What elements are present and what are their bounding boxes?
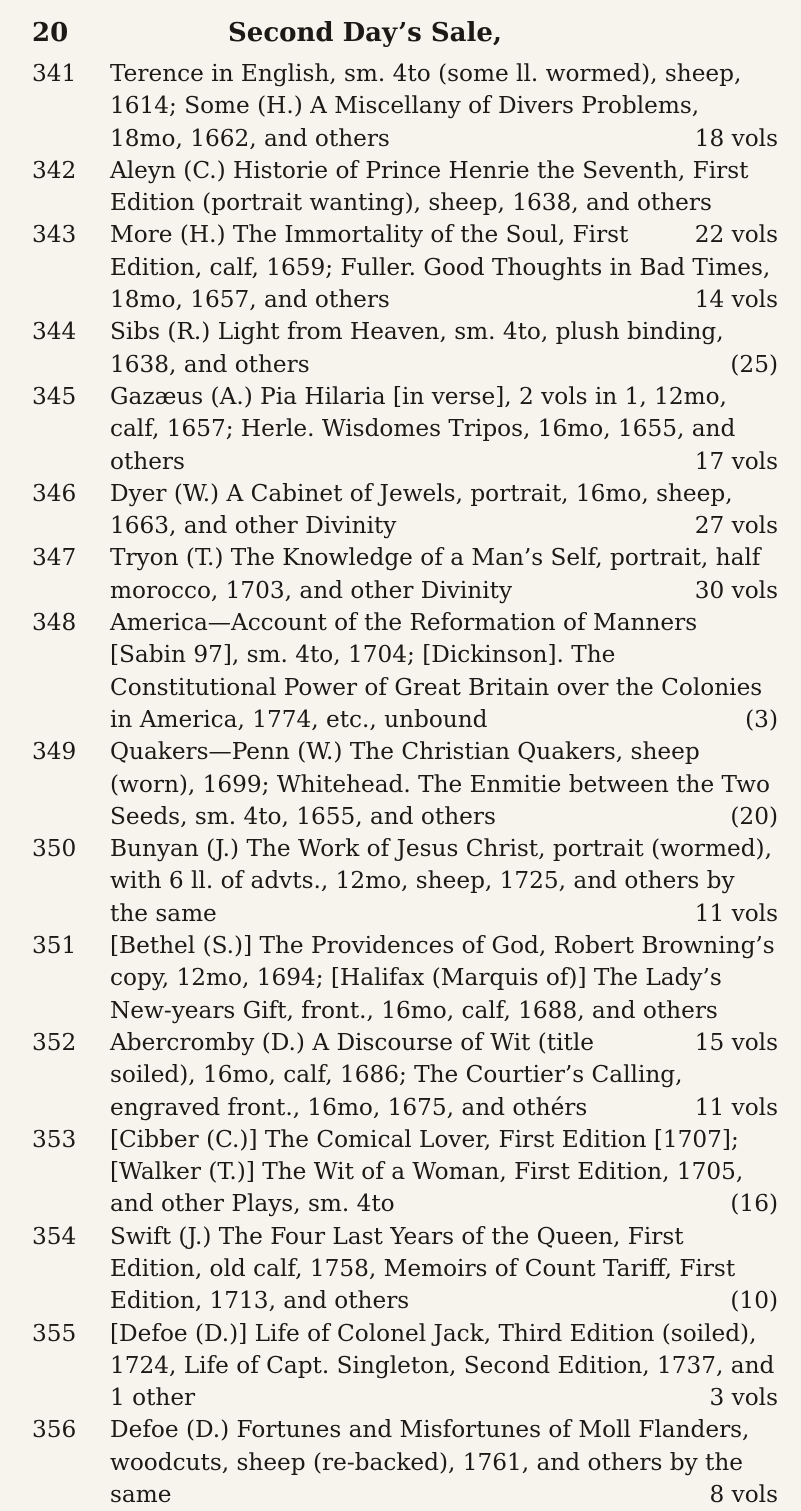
lot-description: [Bethel (S.)] The Providences of God, Robert Browning’s copy, 12mo, 1694; [Halifax (Marquis of)] The Lady’s New-years Gift, front., 16mo, calf, 1688, and others 15 vols [110, 930, 778, 1027]
lot-description: [Defoe (D.)] Life of Colonel Jack, Third Edition (soiled), 1724, Life of Capt. Singleton, Second Edition, 1737, and 1 other 3 vols [110, 1318, 778, 1415]
lot-description: More (H.) The Immortality of the Soul, First Edition, calf, 1659; Fuller. Good Thoughts in Bad Times, 18mo, 1657, and others 14 vols [110, 219, 778, 316]
lot-number: 355 [32, 1319, 77, 1347]
lot-description: Terence in English, sm. 4to (some ll. wormed), sheep, 1614; Some (H.) A Miscellany of Divers Problems, 18mo, 1662, and others 18 vols [110, 58, 778, 155]
lot-number: 346 [32, 479, 77, 507]
lot-number: 342 [32, 156, 77, 184]
lot-description: [Cibber (C.)] The Comical Lover, First Edition [1707]; [Walker (T.)] The Wit of a Woman, First Edition, 1705, and other Plays, sm. 4to (16) [110, 1124, 778, 1221]
lot-quantity: 8 vols [709, 1481, 778, 1509]
lot-number: 348 [32, 609, 77, 637]
lot-quantity: 18 vols [694, 124, 778, 152]
lot-quantity: 3 vols [709, 1384, 778, 1412]
lot-quantity: 30 vols [694, 576, 778, 604]
lot-quantity: (20) [730, 802, 778, 830]
lot-description: Bunyan (J.) The Work of Jesus Christ, portrait (wormed), with 6 ll. of advts., 12mo, sheep, 1725, and others by the same 11 vols [110, 833, 778, 930]
lot-entry [32, 1124, 778, 1221]
lot-description: Tryon (T.) The Knowledge of a Man’s Self, portrait, half morocco, 1703, and other Divinity 30 vols [110, 542, 778, 607]
lot-description: Abercromby (D.) A Discourse of Wit (title soiled), 16mo, calf, 1686; The Courtier’s Calling, engraved front., 16mo, 1675, and othérs 11 vols [110, 1027, 778, 1124]
lot-quantity: 22 vols [694, 221, 778, 249]
lot-entry [32, 219, 778, 316]
lot-quantity: 14 vols [694, 286, 778, 314]
lot-entry [32, 607, 778, 736]
lot-list [32, 58, 778, 1511]
lot-description: Defoe (D.) Fortunes and Misfortunes of Moll Flanders, woodcuts, sheep (re-backed), 1761, and others by the same 8 vols [110, 1414, 778, 1511]
lot-number: 349 [32, 738, 77, 766]
lot-number: 356 [32, 1416, 77, 1444]
lot-quantity: 27 vols [694, 512, 778, 540]
lot-entry [32, 736, 778, 833]
lot-number: 347 [32, 544, 77, 572]
lot-quantity: (25) [730, 350, 778, 378]
lot-description: Quakers—Penn (W.) The Christian Quakers, sheep (worn), 1699; Whitehead. The Enmitie between the Two Seeds, sm. 4to, 1655, and others (20) [110, 736, 778, 833]
lot-entry [32, 316, 778, 381]
lot-description: Swift (J.) The Four Last Years of the Queen, First Edition, old calf, 1758, Memoirs of Count Tariff, First Edition, 1713, and others (10) [110, 1221, 778, 1318]
lot-quantity: 11 vols [694, 899, 778, 927]
page-number: 20 [32, 18, 69, 48]
lot-entry [32, 833, 778, 930]
lot-number: 343 [32, 221, 77, 249]
lot-description: Sibs (R.) Light from Heaven, sm. 4to, plush binding, 1638, and others (25) [110, 316, 778, 381]
lot-entry [32, 1414, 778, 1511]
lot-quantity: (3) [745, 705, 778, 733]
lot-description: America—Account of the Reformation of Manners [Sabin 97], sm. 4to, 1704; [Dickinson]. The Constitutional Power of Great Britain over the Colonies in America, 1774, etc., unbound (3) [110, 607, 778, 736]
page-header [32, 18, 772, 58]
lot-entry [32, 1221, 778, 1318]
lot-number: 350 [32, 835, 77, 863]
lot-description: Gazæus (A.) Pia Hilaria [in verse], 2 vols in 1, 12mo, calf, 1657; Herle. Wisdomes Tripos, 16mo, 1655, and others 17 vols [110, 381, 778, 478]
lot-entry [32, 542, 778, 607]
lot-quantity: 15 vols [694, 1028, 778, 1056]
lot-entry [32, 478, 778, 543]
lot-quantity: 17 vols [694, 447, 778, 475]
lot-number: 354 [32, 1222, 77, 1250]
lot-number: 341 [32, 60, 77, 87]
lot-number: 352 [32, 1028, 77, 1056]
lot-entry [32, 1318, 778, 1415]
lot-quantity: 11 vols [694, 1093, 778, 1121]
running-title: Second Day’s Sale, [228, 18, 502, 48]
lot-number: 344 [32, 318, 77, 346]
lot-quantity: (10) [730, 1287, 778, 1315]
lot-entry [32, 58, 778, 155]
lot-number: 353 [32, 1125, 77, 1153]
lot-quantity: (16) [730, 1190, 778, 1218]
lot-description: Dyer (W.) A Cabinet of Jewels, portrait, 16mo, sheep, 1663, and other Divinity 27 vols [110, 478, 778, 543]
lot-entry [32, 381, 778, 478]
lot-number: 351 [32, 932, 77, 960]
lot-number: 345 [32, 382, 77, 410]
lot-description: Aleyn (C.) Historie of Prince Henrie the Seventh, First Edition (portrait wanting), sheep, 1638, and others 22 vols [110, 155, 778, 220]
lot-entry [32, 1027, 778, 1124]
